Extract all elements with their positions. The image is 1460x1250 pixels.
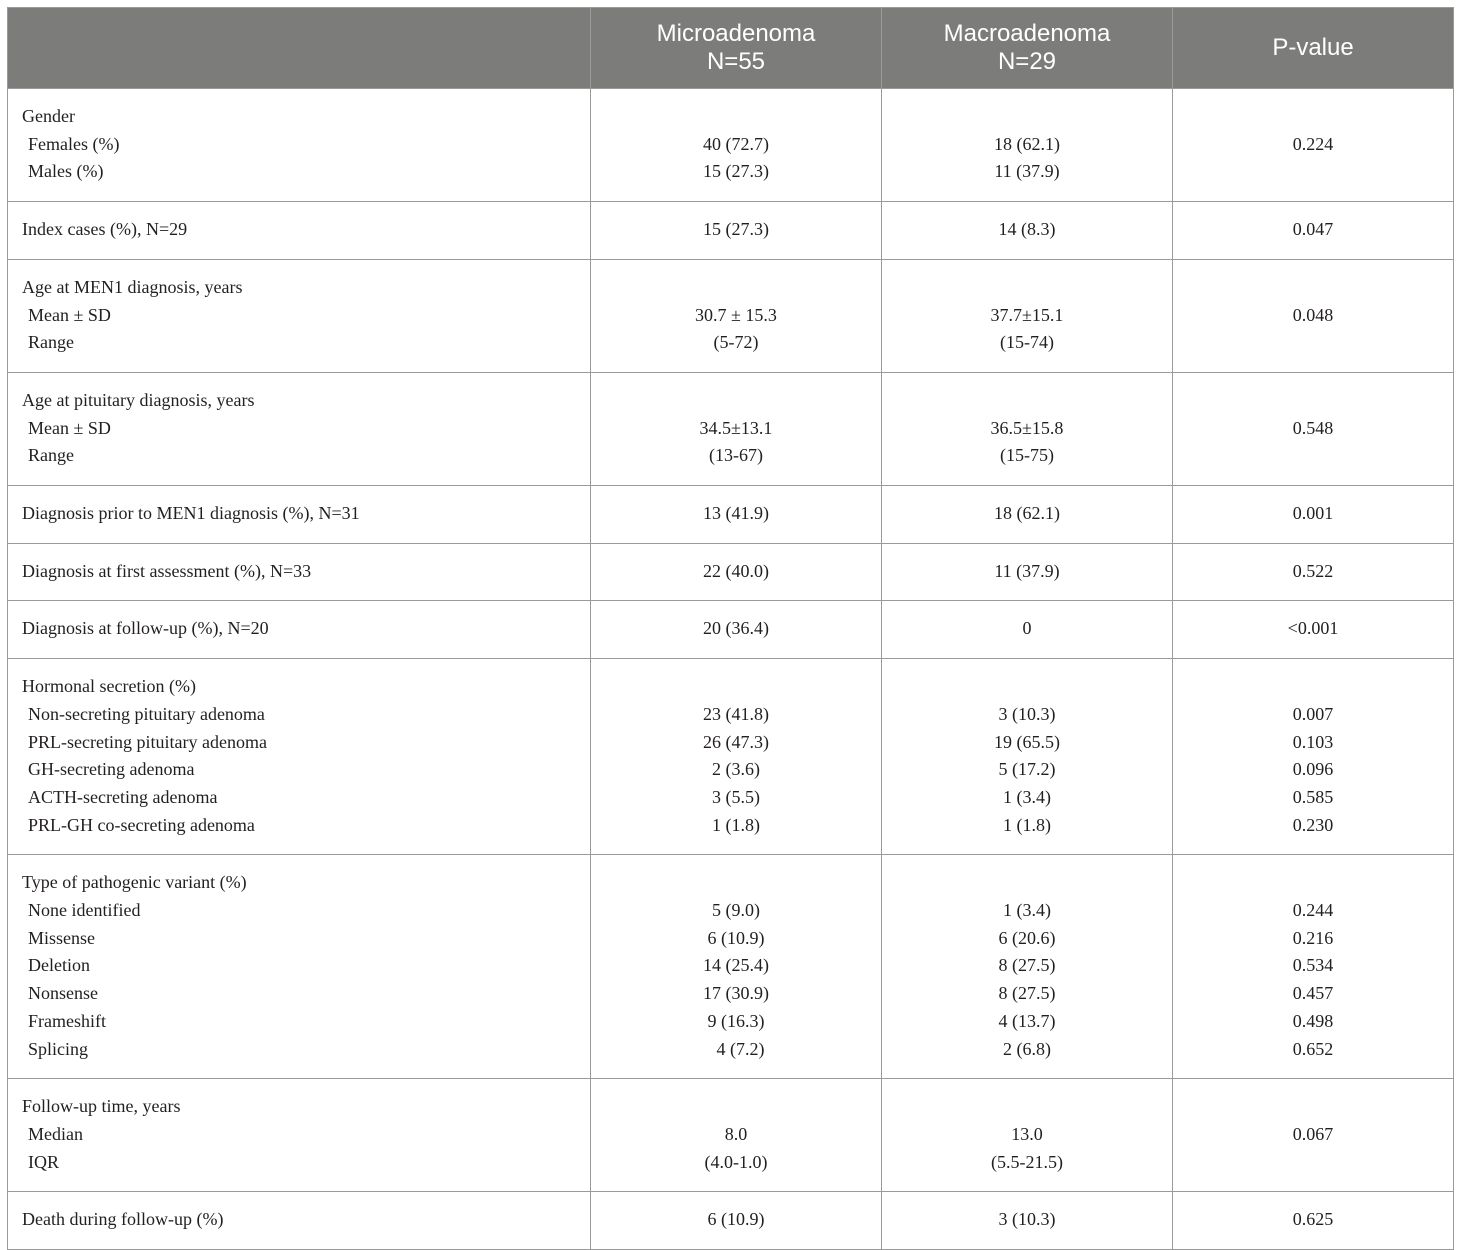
table-row [8, 202, 1454, 260]
header-microadenoma-n: N=55 [706, 48, 766, 75]
macroadenoma-value: 1 (3.4) [1003, 900, 1051, 921]
macroadenoma-value: 2 (6.8) [1003, 1038, 1051, 1059]
sub-variable-label: Males (%) [28, 161, 104, 182]
sub-variable-label: Range [28, 332, 74, 353]
p-value: 0.001 [1292, 503, 1334, 524]
variable-cell [8, 1192, 591, 1250]
variable-cell [8, 486, 591, 544]
macroadenoma-value: 8 (27.5) [998, 983, 1056, 1004]
microadenoma-value: 26 (47.3) [703, 731, 769, 752]
variable-label: Gender [22, 106, 75, 126]
sub-variable-label: Median [28, 1123, 83, 1144]
p-value: 0.585 [1292, 786, 1334, 807]
table-header [8, 8, 1454, 89]
macroadenoma-value: 5 (17.2) [998, 759, 1056, 780]
macroadenoma-cell [882, 1192, 1173, 1250]
table-row [8, 659, 1454, 855]
macroadenoma-value: (5.5-21.5) [991, 1151, 1063, 1172]
variable-cell [8, 543, 591, 601]
variable-cell [8, 659, 591, 855]
microadenoma-value: 13 (41.9) [703, 503, 769, 524]
microadenoma-value: (13-67) [709, 445, 763, 466]
p-value [1173, 673, 1453, 701]
sub-variable-label: PRL-secreting pituitary adenoma [28, 731, 267, 752]
microadenoma-value: 17 (30.9) [703, 983, 769, 1004]
p-value-cell [1173, 601, 1454, 659]
table-body [8, 89, 1454, 1250]
header-macroadenoma-title: Macroadenoma [943, 20, 1111, 47]
microadenoma-cell [591, 659, 882, 855]
macroadenoma-value: 3 (10.3) [998, 1209, 1056, 1230]
p-value: 0.244 [1292, 900, 1334, 921]
microadenoma-value [591, 387, 881, 415]
sub-variable-label: Missense [28, 927, 95, 948]
p-value: 0.522 [1292, 560, 1334, 581]
p-value: 0.007 [1292, 703, 1334, 724]
sub-variable-label: Mean ± SD [28, 304, 111, 325]
variable-label: Type of pathogenic variant (%) [22, 872, 247, 893]
macroadenoma-value [882, 103, 1172, 131]
table-row [8, 855, 1454, 1079]
variable-label: Diagnosis prior to MEN1 diagnosis (%), N=31 [22, 503, 360, 524]
variable-label: Death during follow-up (%) [22, 1209, 224, 1230]
microadenoma-value [591, 869, 881, 897]
macroadenoma-value [882, 387, 1172, 415]
microadenoma-value: (4.0-1.0) [704, 1151, 768, 1172]
p-value: 0.230 [1292, 814, 1334, 835]
comparison-table [7, 7, 1454, 1250]
variable-cell [8, 601, 591, 659]
p-value-cell [1173, 659, 1454, 855]
microadenoma-value: (5-72) [713, 332, 759, 353]
sub-variable-label: Females (%) [28, 133, 120, 154]
macroadenoma-cell [882, 659, 1173, 855]
microadenoma-value: 6 (10.9) [707, 1209, 765, 1230]
microadenoma-value: 1 (1.8) [712, 814, 760, 835]
p-value: 0.216 [1292, 927, 1334, 948]
microadenoma-value: 9 (16.3) [707, 1010, 765, 1031]
header-p-value: P-value [1173, 8, 1454, 89]
p-value: 0.534 [1292, 955, 1334, 976]
macroadenoma-value: 14 (8.3) [998, 219, 1056, 240]
microadenoma-value [591, 103, 881, 131]
sub-variable-label: IQR [28, 1151, 59, 1172]
header-macroadenoma-n: N=29 [997, 48, 1057, 75]
p-value: 0.103 [1292, 731, 1334, 752]
microadenoma-cell [591, 486, 882, 544]
p-value: 0.096 [1292, 759, 1334, 780]
p-value: 0.224 [1292, 133, 1334, 154]
variable-cell [8, 855, 591, 1079]
header-row [8, 8, 1454, 89]
sub-variable-label: Splicing [28, 1038, 89, 1059]
variable-label: Diagnosis at first assessment (%), N=33 [22, 560, 312, 581]
p-value-cell [1173, 1079, 1454, 1192]
microadenoma-value: 20 (36.4) [703, 618, 769, 639]
header-microadenoma [591, 8, 882, 89]
microadenoma-value [591, 673, 881, 701]
sub-variable-label: Mean ± SD [28, 417, 111, 438]
macroadenoma-value [882, 1093, 1172, 1121]
p-value-cell [1173, 89, 1454, 202]
sub-variable-label: PRL-GH co-secreting adenoma [28, 814, 255, 835]
table-row [8, 89, 1454, 202]
p-value-cell [1173, 543, 1454, 601]
table-row [8, 259, 1454, 372]
macroadenoma-value: 13.0 [1011, 1123, 1043, 1144]
table-row [8, 543, 1454, 601]
macroadenoma-value: 3 (10.3) [998, 703, 1056, 724]
variable-label: Age at MEN1 diagnosis, years [22, 276, 243, 297]
macroadenoma-value: 18 (62.1) [994, 503, 1060, 524]
table-row [8, 372, 1454, 485]
p-value: 0.652 [1292, 1038, 1334, 1059]
macroadenoma-value: 11 (37.9) [994, 161, 1060, 182]
p-value-cell [1173, 259, 1454, 372]
variable-label: Follow-up time, years [22, 1096, 181, 1117]
variable-cell [8, 202, 591, 260]
microadenoma-value: 40 (72.7) [703, 133, 769, 154]
macroadenoma-cell [882, 202, 1173, 260]
microadenoma-value [591, 1093, 881, 1121]
microadenoma-cell [591, 1079, 882, 1192]
macroadenoma-cell [882, 1079, 1173, 1192]
table-row [8, 1192, 1454, 1250]
microadenoma-value: 2 (3.6) [712, 759, 760, 780]
macroadenoma-value [882, 869, 1172, 897]
p-value-cell [1173, 202, 1454, 260]
p-value: <0.001 [1287, 618, 1339, 639]
microadenoma-value: 15 (27.3) [703, 161, 769, 182]
microadenoma-value: 3 (5.5) [712, 786, 760, 807]
microadenoma-cell [591, 543, 882, 601]
microadenoma-value: 4 (7.2) [707, 1038, 765, 1059]
table-row [8, 1079, 1454, 1192]
variable-label: Index cases (%), N=29 [22, 219, 188, 240]
macroadenoma-value: 0 [1022, 618, 1032, 639]
macroadenoma-value: 19 (65.5) [994, 731, 1060, 752]
variable-label: Hormonal secretion (%) [22, 676, 196, 697]
microadenoma-value: 22 (40.0) [703, 560, 769, 581]
p-value: 0.457 [1292, 983, 1334, 1004]
variable-cell [8, 372, 591, 485]
p-value [1173, 869, 1453, 897]
p-value-cell [1173, 372, 1454, 485]
sub-variable-label: Deletion [28, 955, 90, 976]
microadenoma-value: 34.5±13.1 [699, 417, 773, 438]
sub-variable-label: Non-secreting pituitary adenoma [28, 703, 265, 724]
macroadenoma-cell [882, 855, 1173, 1079]
microadenoma-cell [591, 855, 882, 1079]
macroadenoma-value: 1 (1.8) [1003, 814, 1051, 835]
microadenoma-value: 5 (9.0) [712, 900, 760, 921]
microadenoma-value: 15 (27.3) [703, 219, 769, 240]
macroadenoma-cell [882, 89, 1173, 202]
macroadenoma-cell [882, 601, 1173, 659]
macroadenoma-value: 6 (20.6) [998, 927, 1056, 948]
macroadenoma-value: (15-74) [1000, 332, 1054, 353]
macroadenoma-value [882, 673, 1172, 701]
variable-cell [8, 89, 591, 202]
macroadenoma-value: 8 (27.5) [998, 955, 1056, 976]
sub-variable-label: ACTH-secreting adenoma [28, 786, 218, 807]
macroadenoma-value [882, 274, 1172, 302]
variable-label: Age at pituitary diagnosis, years [22, 389, 255, 410]
variable-label: Diagnosis at follow-up (%), N=20 [22, 618, 269, 639]
microadenoma-cell [591, 601, 882, 659]
microadenoma-cell [591, 1192, 882, 1250]
sub-variable-label: Nonsense [28, 983, 98, 1004]
macroadenoma-value: (15-75) [1000, 445, 1054, 466]
microadenoma-cell [591, 259, 882, 372]
microadenoma-value: 30.7 ± 15.3 [695, 304, 777, 325]
p-value: 0.048 [1292, 304, 1334, 325]
p-value-cell [1173, 1192, 1454, 1250]
sub-variable-label: GH-secreting adenoma [28, 759, 195, 780]
macroadenoma-cell [882, 543, 1173, 601]
microadenoma-value: 14 (25.4) [703, 955, 769, 976]
macroadenoma-cell [882, 259, 1173, 372]
header-macroadenoma [882, 8, 1173, 89]
macroadenoma-value: 37.7±15.1 [990, 304, 1064, 325]
header-variable [8, 8, 591, 89]
microadenoma-cell [591, 372, 882, 485]
microadenoma-value: 6 (10.9) [707, 927, 765, 948]
macroadenoma-value: 18 (62.1) [994, 133, 1060, 154]
p-value-cell [1173, 486, 1454, 544]
microadenoma-value [591, 274, 881, 302]
variable-cell [8, 259, 591, 372]
p-value: 0.625 [1292, 1209, 1334, 1230]
p-value: 0.047 [1292, 219, 1334, 240]
p-value: 0.067 [1292, 1123, 1334, 1144]
sub-variable-label: None identified [28, 900, 141, 921]
header-microadenoma-title: Microadenoma [656, 20, 816, 47]
table-row [8, 486, 1454, 544]
microadenoma-cell [591, 202, 882, 260]
p-value: 0.498 [1292, 1010, 1334, 1031]
macroadenoma-value: 36.5±15.8 [990, 417, 1064, 438]
macroadenoma-value: 4 (13.7) [998, 1010, 1056, 1031]
microadenoma-value: 8.0 [724, 1123, 748, 1144]
macroadenoma-cell [882, 486, 1173, 544]
sub-variable-label: Frameshift [28, 1010, 106, 1031]
microadenoma-cell [591, 89, 882, 202]
macroadenoma-value: 1 (3.4) [1003, 786, 1051, 807]
table-row [8, 601, 1454, 659]
macroadenoma-value: 11 (37.9) [994, 560, 1060, 581]
microadenoma-value: 23 (41.8) [703, 703, 769, 724]
variable-cell [8, 1079, 591, 1192]
p-value: 0.548 [1292, 417, 1334, 438]
sub-variable-label: Range [28, 445, 74, 466]
macroadenoma-cell [882, 372, 1173, 485]
p-value-cell [1173, 855, 1454, 1079]
